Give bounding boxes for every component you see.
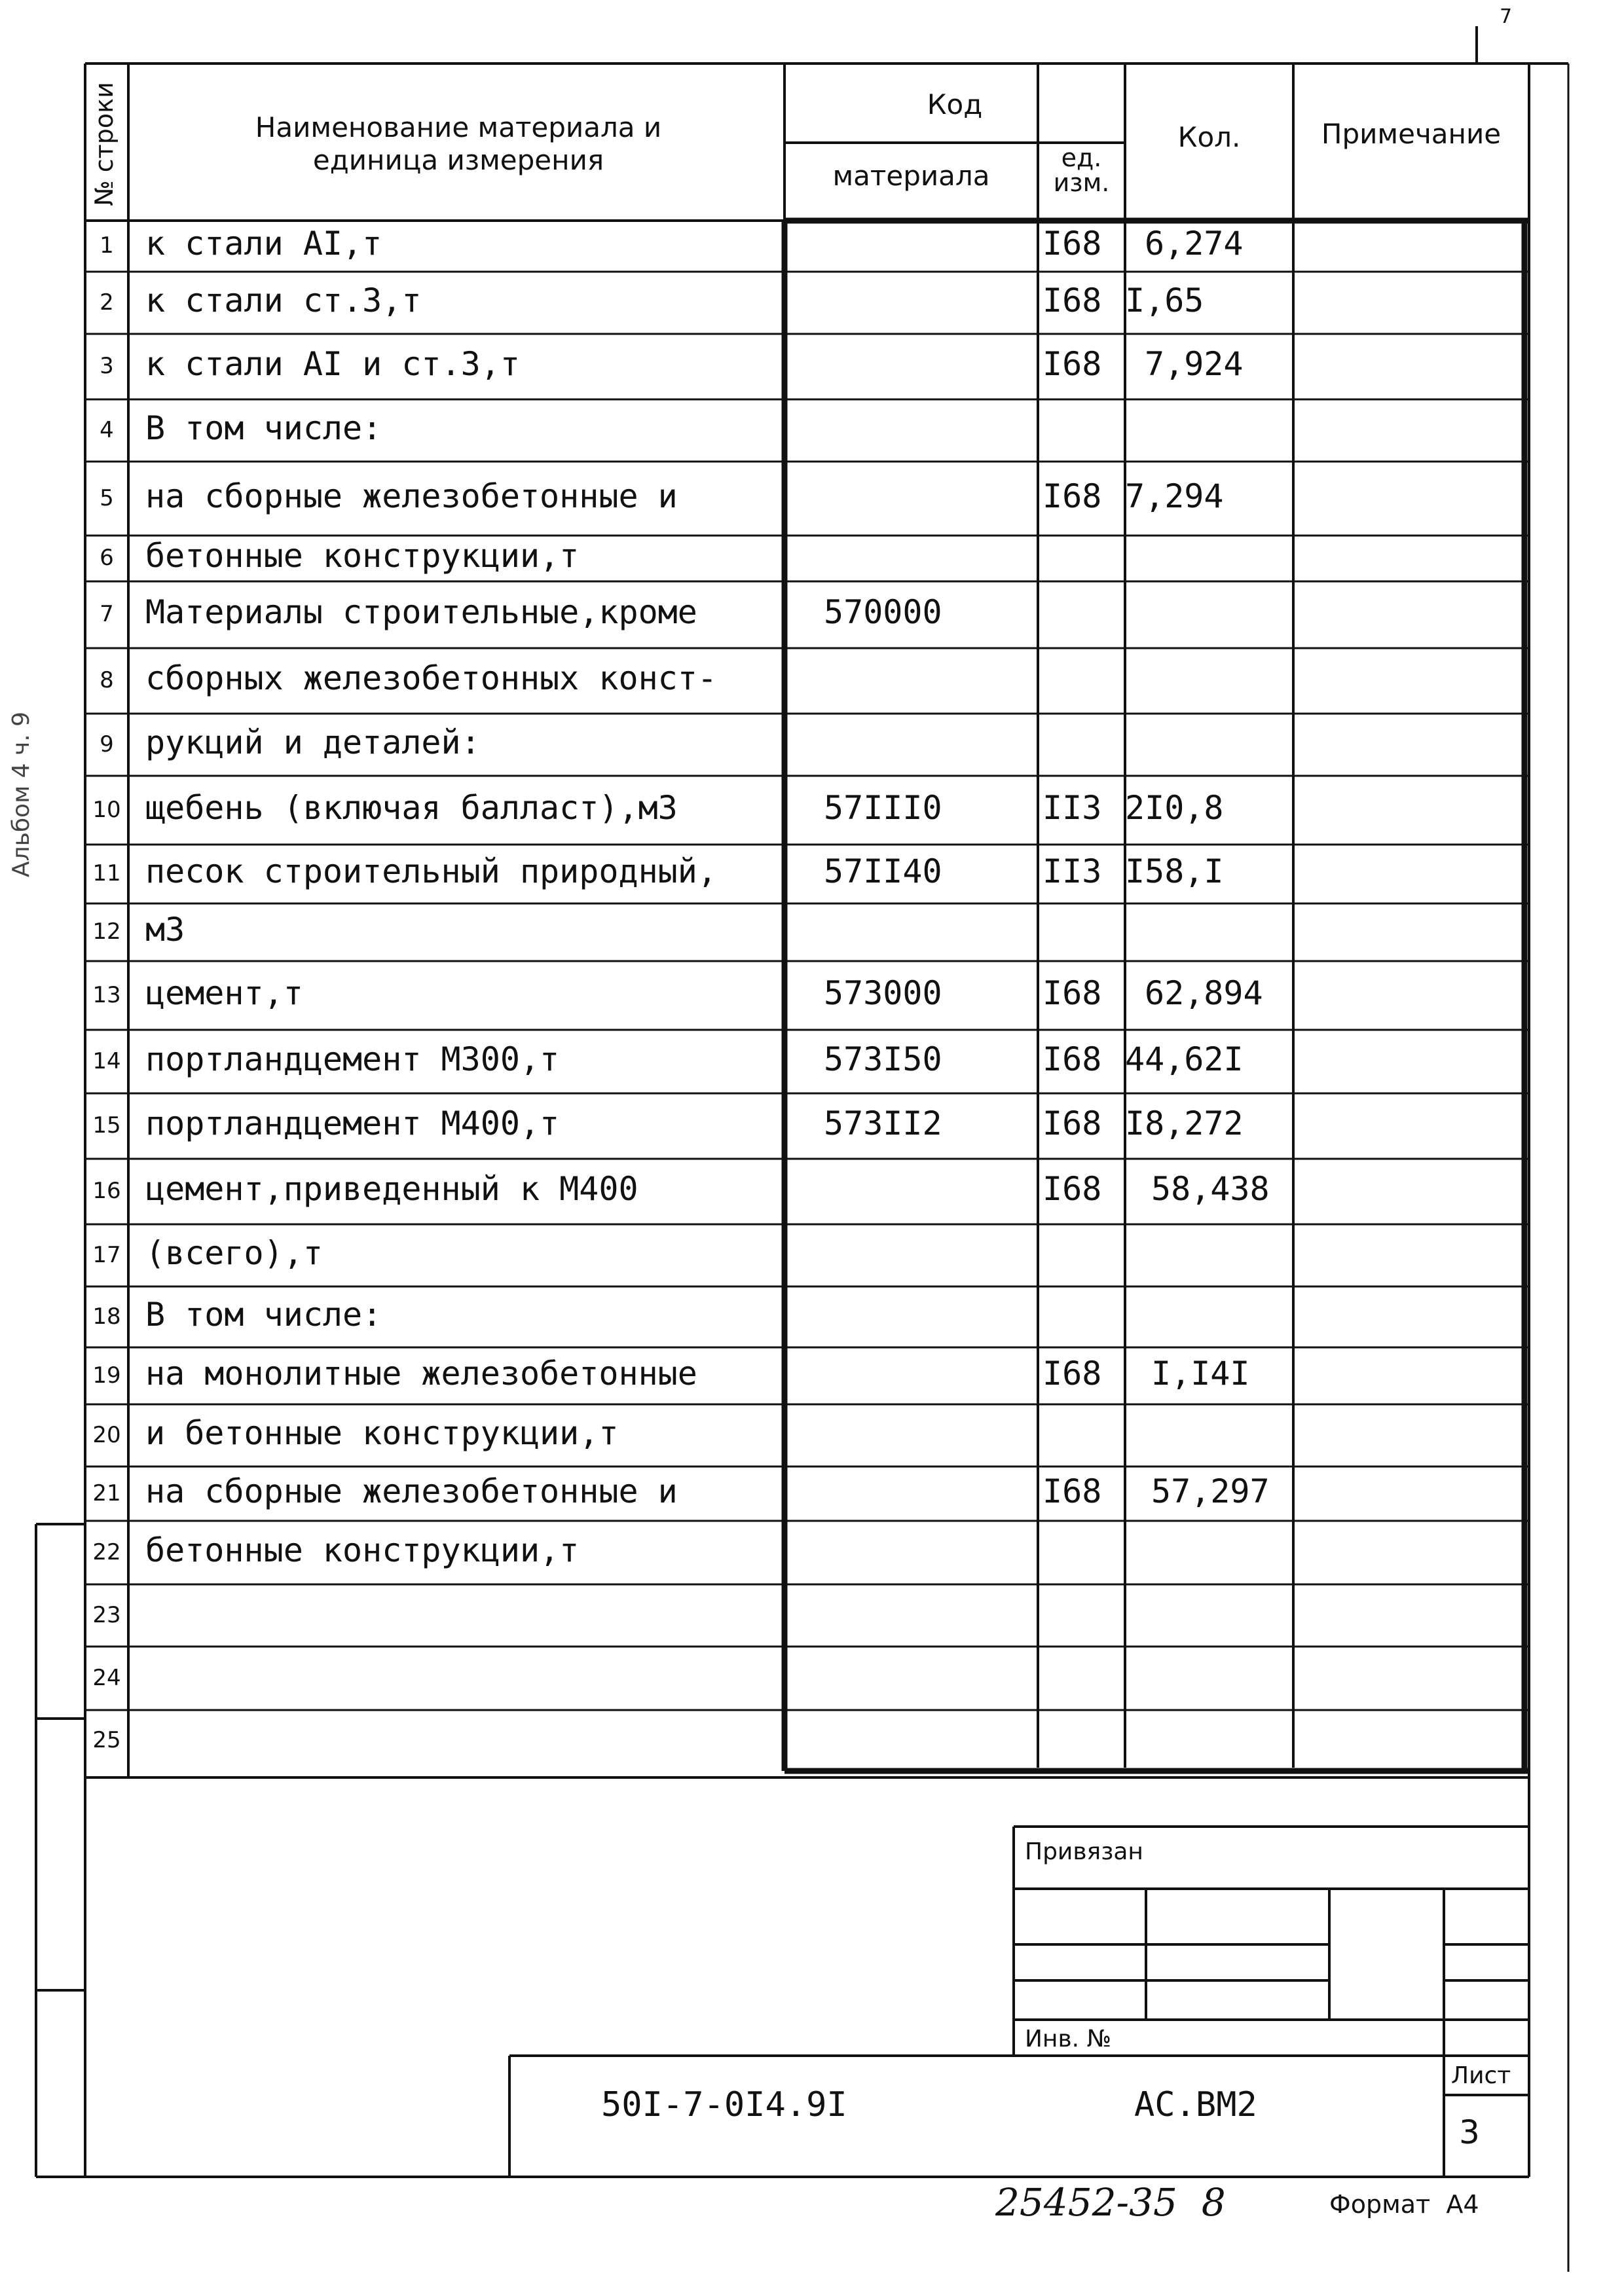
header-row-number: № строки	[90, 82, 119, 206]
row-unit: I68	[1043, 1040, 1102, 1078]
row-number: 16	[92, 1178, 121, 1204]
row-number: 20	[92, 1421, 121, 1448]
row-name: цемент,приведенный к М400	[145, 1170, 638, 1208]
row-name: портландцемент М300,т	[145, 1040, 560, 1078]
row-name: В том числе:	[145, 409, 382, 447]
row-number: 17	[92, 1241, 121, 1268]
row-code: 573II2	[824, 1104, 942, 1142]
row-number: 1	[100, 232, 114, 259]
row-unit: I68	[1043, 1354, 1102, 1393]
row-name: бетонные конструкции,т	[145, 1531, 580, 1569]
row-code: 570000	[824, 593, 942, 631]
row-name: на монолитные железобетонные	[145, 1354, 697, 1393]
row-name: бетонные конструкции,т	[145, 537, 580, 575]
row-name: щебень (включая балласт),м3	[145, 788, 678, 827]
row-qty: 7,294	[1125, 477, 1224, 515]
row-number: 2	[100, 289, 114, 316]
row-unit: I68	[1043, 477, 1102, 515]
header-qty: Кол.	[1177, 121, 1241, 153]
row-unit: I68	[1043, 225, 1102, 263]
row-qty: 6,274	[1145, 225, 1244, 263]
row-qty: 58,438	[1151, 1170, 1270, 1208]
row-code: 573I50	[824, 1040, 942, 1078]
row-name: к стали AI,т	[145, 225, 382, 263]
row-name: к стали ст.3,т	[145, 281, 422, 319]
stamp-inv-label: Инв. №	[1025, 2026, 1112, 2052]
row-unit: I68	[1043, 1170, 1102, 1208]
row-unit: I68	[1043, 1472, 1102, 1510]
row-name: В том числе:	[145, 1295, 382, 1334]
row-qty: I,65	[1125, 281, 1204, 319]
row-number: 22	[92, 1539, 121, 1565]
row-unit: I68	[1043, 974, 1102, 1012]
document-code: АС.ВМ2	[1134, 2085, 1257, 2124]
row-number: 24	[92, 1664, 121, 1691]
row-name: (всего),т	[145, 1233, 323, 1272]
row-number: 15	[92, 1112, 121, 1139]
row-qty: 44,62I	[1125, 1040, 1244, 1078]
sheet-number: 3	[1459, 2113, 1480, 2151]
row-number: 11	[92, 860, 121, 886]
row-code: 573000	[824, 974, 942, 1012]
row-number: 25	[92, 1726, 121, 1753]
row-number: 6	[100, 545, 114, 571]
row-unit: I68	[1043, 1104, 1102, 1142]
row-qty: 7,924	[1145, 345, 1244, 383]
row-qty: I58,I	[1125, 852, 1224, 890]
row-number: 4	[100, 416, 114, 443]
row-name: на сборные железобетонные и	[145, 477, 678, 515]
row-name: рукций и деталей:	[145, 723, 481, 761]
row-name: Материалы строительные,кроме	[145, 593, 697, 631]
row-number: 19	[92, 1362, 121, 1389]
row-name: портландцемент М400,т	[145, 1104, 560, 1142]
row-name: м3	[145, 911, 185, 949]
corner-mark: 7	[1500, 5, 1513, 28]
row-qty: 57,297	[1151, 1472, 1270, 1510]
row-qty: 2I0,8	[1125, 788, 1224, 827]
row-number: 5	[100, 484, 114, 511]
row-qty: 62,894	[1145, 974, 1263, 1012]
handwritten-inventory-number: 25452-35 8	[995, 2180, 1226, 2225]
document-number: 50I-7-0I4.9I	[601, 2085, 847, 2124]
row-number: 23	[92, 1601, 121, 1628]
row-number: 18	[92, 1303, 121, 1330]
row-code: 57III0	[824, 788, 942, 827]
header-material: материала	[832, 160, 990, 192]
row-unit: I68	[1043, 345, 1102, 383]
row-name: к стали AI и ст.3,т	[145, 345, 520, 383]
row-name: и бетонные конструкции,т	[145, 1413, 619, 1452]
row-number: 21	[92, 1480, 121, 1506]
stamp-linked-label: Привязан	[1025, 1838, 1143, 1865]
row-unit: II3	[1043, 788, 1102, 827]
sheet-label: Лист	[1451, 2062, 1511, 2089]
row-unit: I68	[1043, 281, 1102, 319]
row-number: 10	[92, 796, 121, 823]
header-unit: ед. изм.	[1053, 143, 1110, 197]
row-number: 7	[100, 601, 114, 627]
row-unit: II3	[1043, 852, 1102, 890]
header-note: Примечание	[1321, 118, 1502, 150]
row-code: 57II40	[824, 852, 942, 890]
album-margin-note: Альбом 4 ч. 9	[8, 711, 35, 877]
row-number: 14	[92, 1048, 121, 1074]
row-number: 3	[100, 353, 114, 379]
header-name: Наименование материала и единица измерения	[255, 111, 662, 176]
row-name: песок строительный природный,	[145, 852, 717, 890]
format-label: Формат А4	[1329, 2190, 1479, 2219]
row-qty: I8,272	[1125, 1104, 1244, 1142]
header-code: Код	[927, 88, 983, 120]
row-number: 8	[100, 667, 114, 693]
row-number: 13	[92, 981, 121, 1008]
row-number: 9	[100, 731, 114, 757]
row-number: 12	[92, 919, 121, 945]
row-name: сборных железобетонных конст-	[145, 659, 717, 697]
row-name: на сборные железобетонные и	[145, 1472, 678, 1510]
row-name: цемент,т	[145, 974, 303, 1012]
row-qty: I,I4I	[1151, 1354, 1250, 1393]
